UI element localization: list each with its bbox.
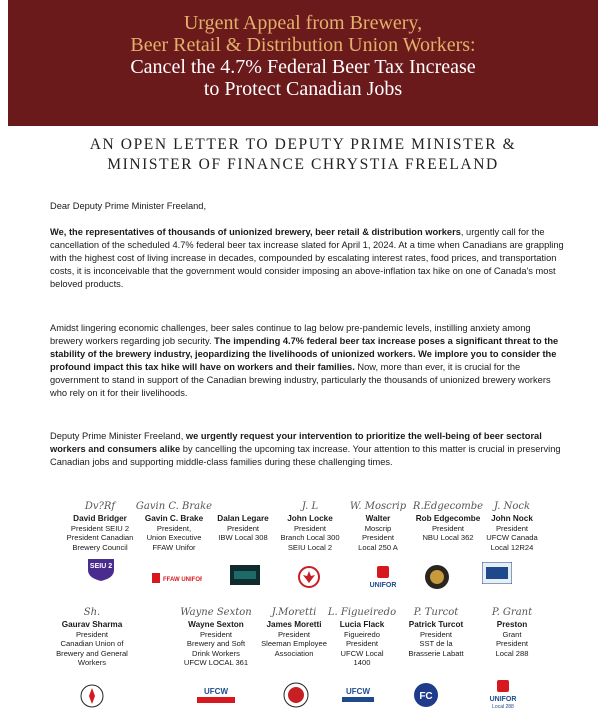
signatory-title-line: UFCW LOCAL 361 xyxy=(183,658,249,667)
signatory-title-line: Brewery and Soft xyxy=(186,639,246,648)
signatory-title-line: President xyxy=(199,629,233,639)
signature-mark: P. Turcot xyxy=(413,607,459,618)
signatory xyxy=(466,606,558,658)
nbu-logo xyxy=(424,564,450,590)
seiu-logo xyxy=(86,556,116,582)
ufcw-canada-logo xyxy=(193,684,239,704)
signatory-name: Walter xyxy=(365,514,391,523)
signatory-title-line: President xyxy=(495,523,529,533)
signatory-name: Lucia Flack xyxy=(339,620,385,629)
signatory-title-line: President xyxy=(345,639,379,648)
signatory-title-line: Branch Local 300 xyxy=(280,533,340,542)
signatory-title-line: SEIU Local 2 xyxy=(287,542,333,552)
sst-logo-text: FC xyxy=(419,691,433,702)
unifor-logo xyxy=(366,566,400,590)
sst-labatt-logo xyxy=(413,682,439,708)
text-run: Now, more than ever, it is crucial for the government to stand in support of the Canadian brewing industry, particularly the thousands of unionized brewery workers who rely on it for their livelihoods. xyxy=(50,362,551,398)
signatory-title-line: President xyxy=(277,629,311,639)
bold-text-run: The impending 4.7% federal beer tax increase poses a significant threat to the stability of the brewery industry, jeopardizing the livelihoods of unionized workers. We implore you to consider the profound impact this tax hike will have on workers and their families. xyxy=(50,336,559,372)
signatory-title-line: President xyxy=(293,523,327,533)
text-run: Amidst lingering economic challenges, beer sales continue to lag below pre-pandemic levels, instilling anxiety among brewery workers regarding job security. xyxy=(50,323,531,346)
signatory-title-line: Canadian Union of xyxy=(60,639,124,648)
signatory-title-line: Local 250 A xyxy=(358,542,398,552)
signatory-title-line: Figueiredo xyxy=(344,629,380,639)
signatory-title-line: President xyxy=(361,533,395,542)
cubgw-logo xyxy=(80,684,104,708)
signatory-name: Gaurav Sharma xyxy=(61,620,123,629)
signatory-title-line: IBW Local 308 xyxy=(218,533,268,542)
signatory-title-line: FFAW Unifor xyxy=(152,542,196,552)
text-run: Deputy Prime Minister Freeland, xyxy=(50,431,186,441)
signatory-title-line: Brewery and General xyxy=(56,648,128,658)
signatory-title-line: Sleeman Employee xyxy=(261,639,327,648)
signatory-title-line: UFCW Local xyxy=(340,648,384,658)
banner-line: to Protect Canadian Jobs xyxy=(203,78,403,100)
sleeman-logo xyxy=(283,682,309,708)
signatory-title-line: UFCW Canada xyxy=(486,533,538,542)
svg-text:UFCW: UFCW xyxy=(346,687,370,696)
signatory-title-line: President xyxy=(419,629,453,639)
text-run: by cancelling the upcoming tax increase. Your attention to this matter is crucial in preserving Canadian jobs and supporting middle-class families during these challenging times. xyxy=(50,444,561,467)
signatory-title-line: SST de la xyxy=(419,639,453,648)
signatory-title-line: Drink Workers xyxy=(192,648,240,658)
signatory-title-line: President xyxy=(431,523,465,533)
unifor-288-logo xyxy=(488,680,518,710)
ufcw-1400-logo xyxy=(338,684,378,704)
svg-text:Local 288: Local 288 xyxy=(492,704,514,710)
header-banner xyxy=(8,0,598,126)
text-run: , urgently call for the cancellation of the scheduled 4.7% federal beer tax increase slated for April 1, 2024. At a time when Canadians are grappling with the highest cost of living increase in decades, compounded by escalating interest rates, food prices, and transportation costs, it is inconceivable that the government would consider imposing an above-inflation tax hike on one of Canada's most beloved products. xyxy=(50,227,564,289)
signatory-name: John Locke xyxy=(287,514,333,523)
signatory-title-line: President xyxy=(226,523,260,533)
ffaw-logo xyxy=(152,570,202,583)
signatory-title-line: Brasserie Labatt xyxy=(408,648,464,658)
letter-heading-line1: AN OPEN LETTER TO DEPUTY PRIME MINISTER & xyxy=(89,136,517,153)
signature-mark: Gavin C. Brake xyxy=(135,501,213,512)
signatory-title-line: President xyxy=(75,629,109,639)
signatory-name: David Bridger xyxy=(73,514,127,523)
banner-line: Urgent Appeal from Brewery, xyxy=(183,12,423,34)
signature-mark: Wayne Sexton xyxy=(180,607,252,618)
signatory-name: James Moretti xyxy=(266,620,322,629)
banner-line: Beer Retail & Distribution Union Workers: xyxy=(130,34,476,56)
signatory-name: Gavin C. Brake xyxy=(144,514,204,523)
signatory-title-line: Moscrip xyxy=(364,523,392,533)
signatory-title-line: Local 12R24 xyxy=(490,542,534,552)
signatory-name: John Nock xyxy=(491,514,533,523)
signature-mark: J.Moretti xyxy=(271,607,317,618)
signatory-title-line: Local 288 xyxy=(495,648,529,658)
signatory-name: Patrick Turcot xyxy=(408,620,464,629)
signatory-title-line: 1400 xyxy=(353,658,371,667)
signatory-title-line: Workers xyxy=(77,658,107,667)
signature-mark: L. Figueiredo xyxy=(327,607,397,618)
signature-mark: W. Moscrip xyxy=(349,501,407,512)
signatory-title-line: Association xyxy=(274,648,314,658)
signatory-name: Rob Edgecombe xyxy=(415,514,481,523)
signature-mark: Dv?Rf xyxy=(84,501,116,512)
signature-mark: Sh. xyxy=(83,607,101,618)
ufcw-local-logo xyxy=(482,562,512,584)
signature-mark: R.Edgecombe xyxy=(412,501,484,512)
signatory-title-line: Union Executive xyxy=(146,533,202,542)
svg-text:UFCW: UFCW xyxy=(204,687,228,696)
paragraph-1 xyxy=(50,226,564,291)
unifor-logo-text: UNIFOR xyxy=(369,582,397,589)
signatory xyxy=(46,606,138,668)
signature-mark: J. L xyxy=(301,501,319,512)
signatory xyxy=(466,500,558,552)
signatory-title-line: President Canadian xyxy=(66,533,134,542)
signatory-title-line: Brewery Council xyxy=(72,542,128,552)
banner-line: Cancel the 4.7% Federal Beer Tax Increase xyxy=(130,56,476,78)
signature-mark: P. Grant xyxy=(491,607,533,618)
seiu-logo-text: SEIU 2 xyxy=(89,563,113,570)
signatory-name: Wayne Sexton xyxy=(188,620,244,629)
signatory-title-line: President xyxy=(495,639,529,648)
signatory-name: Preston xyxy=(496,620,528,629)
paragraph-2 xyxy=(50,322,564,400)
signatory-title-line: President, xyxy=(156,523,192,533)
ibw-logo xyxy=(230,565,260,585)
letter-heading-line2: MINISTER OF FINANCE CHRYSTIA FREELAND xyxy=(107,156,499,173)
bold-text-run: we urgently request your intervention to prioritize the well-being of beer sectoral workers and consumers alike xyxy=(50,431,542,454)
svg-text:UNIFOR: UNIFOR xyxy=(489,696,517,703)
paragraph-3 xyxy=(50,430,564,469)
signatory-name: Dalan Legare xyxy=(217,514,269,523)
ffaw-logo-text: FFAW UNIFOR xyxy=(163,577,202,583)
salutation: Dear Deputy Prime Minister Freeland, xyxy=(50,201,207,211)
signatory-title-line: President SEIU 2 xyxy=(70,523,130,533)
signatory-title-line: Grant xyxy=(502,629,522,639)
signature-mark: J. Nock xyxy=(493,501,531,512)
signatory-title-line: NBU Local 362 xyxy=(422,533,474,542)
canada-seal-logo xyxy=(298,566,320,588)
bold-text-run: We, the representatives of thousands of unionized brewery, beer retail & distribution workers xyxy=(50,227,461,237)
